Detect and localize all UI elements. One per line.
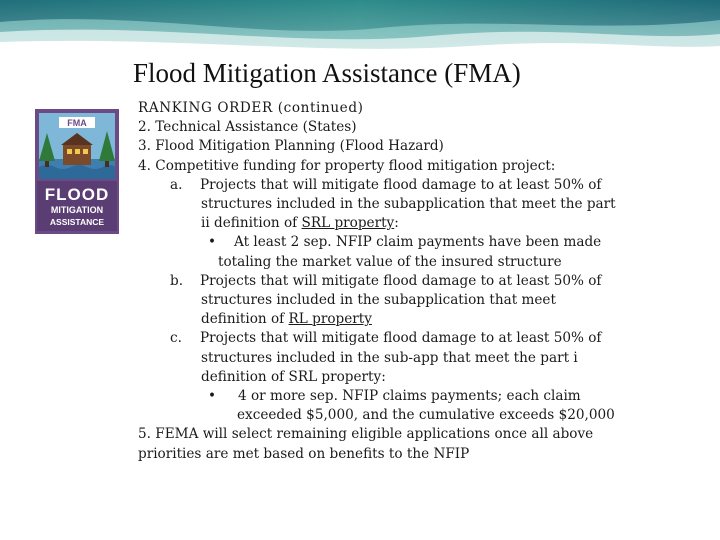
sub-item-a-line2: structures included in the subapplication that meet the part — [201, 196, 616, 213]
fma-logo — [35, 109, 119, 234]
logo-mitigation-text: MITIGATION — [50, 205, 104, 215]
srl-property-link[interactable]: SRL property — [301, 215, 395, 232]
sub-item-c-marker: c. — [170, 330, 182, 347]
logo-fma-text: FMA — [67, 118, 87, 128]
section-heading: RANKING ORDER (continued) — [138, 100, 364, 116]
sub-item-c — [138, 329, 708, 348]
list-item-2: 2. Technical Assistance (States) — [138, 119, 357, 136]
sub-item-a-bullet-line1: At least 2 sep. NFIP claim payments have been made — [234, 234, 602, 251]
logo-flood-text: FLOOD — [44, 185, 110, 204]
sub-item-b-line2: structures included in the subapplication that meet — [201, 292, 556, 309]
sub-item-a-line1: Projects that will mitigate flood damage to at least 50% of — [200, 176, 602, 193]
sub-item-c-line2: structures included in the sub-app that meet the part i — [201, 349, 578, 366]
sub-item-c-bullet-line2: exceeded $5,000, and the cumulative exceeds $20,000 — [237, 407, 615, 424]
sub-item-c-line1: Projects that will mitigate flood damage to at least 50% of — [200, 330, 602, 347]
sub-item-b-marker: b. — [170, 272, 184, 289]
sub-item-a-bullet-line2: totaling the market value of the insured structure — [218, 253, 562, 270]
slide-body — [138, 99, 708, 464]
list-item-3: 3. Flood Mitigation Planning (Flood Hazard) — [138, 138, 444, 155]
sub-item-b — [138, 272, 708, 291]
list-item-5-line1: 5. FEMA will select remaining eligible applications once all above — [138, 426, 594, 443]
sub-item-c-bullet-line1: 4 or more sep. NFIP claims payments; each claim — [238, 388, 581, 405]
logo-assistance-text: ASSISTANCE — [49, 217, 105, 227]
list-item-5-line2: priorities are met based on benefits to the NFIP — [138, 445, 470, 462]
sub-item-c-bullet — [138, 387, 708, 406]
sub-item-a-bullet — [138, 233, 708, 252]
list-item-4: 4. Competitive funding for property flood mitigation project: — [138, 157, 556, 174]
sub-item-b-line1: Projects that will mitigate flood damage to at least 50% of — [200, 272, 602, 289]
sub-item-a-line3: ii definition of SRL property: — [201, 215, 399, 232]
sub-item-a — [138, 176, 708, 195]
bullet-marker: • — [208, 388, 217, 405]
bullet-marker: • — [208, 234, 217, 251]
sub-item-a-marker: a. — [170, 176, 183, 193]
rl-property-link[interactable]: RL property — [288, 311, 372, 328]
sub-item-b-line3: definition of RL property — [201, 311, 372, 328]
slide-title: Flood Mitigation Assistance (FMA) — [133, 58, 521, 88]
header-banner — [0, 0, 720, 60]
sub-item-c-line3: definition of SRL property: — [201, 368, 386, 385]
